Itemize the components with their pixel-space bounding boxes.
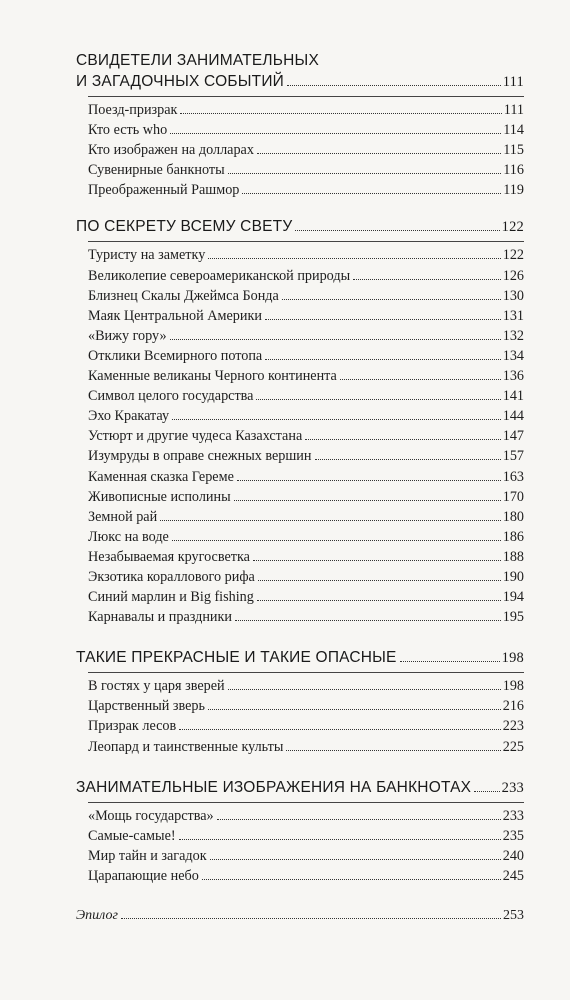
entry-title: Туристу на заметку xyxy=(88,247,206,264)
toc-entry xyxy=(88,467,524,487)
section-title: ЗАНИМАТЕЛЬНЫЕ ИЗОБРАЖЕНИЯ НА БАНКНОТАХ xyxy=(76,778,472,796)
dot-leader xyxy=(295,230,499,231)
dot-leader xyxy=(160,520,501,521)
toc-entry xyxy=(88,386,524,406)
toc-entry xyxy=(88,120,524,140)
entry-page: 188 xyxy=(502,548,524,565)
dot-leader xyxy=(210,859,501,860)
entry-title: Земной рай xyxy=(88,508,158,525)
entry-title: Сувенирные банкноты xyxy=(88,162,225,179)
dot-leader xyxy=(287,85,501,86)
entry-page: 163 xyxy=(502,468,524,485)
entry-page: 195 xyxy=(502,609,524,626)
section-items xyxy=(88,806,524,886)
section-divider xyxy=(88,241,524,242)
section-heading xyxy=(76,50,524,93)
section-heading xyxy=(76,216,524,238)
section-title-line1: СВИДЕТЕЛИ ЗАНИМАТЕЛЬНЫХ xyxy=(76,52,320,69)
entry-page: 235 xyxy=(502,827,524,844)
entry-page: 144 xyxy=(502,408,524,425)
epilog-page: 253 xyxy=(503,908,524,923)
dot-leader xyxy=(237,480,501,481)
section-divider xyxy=(88,802,524,803)
toc-entry xyxy=(88,245,524,265)
section-divider xyxy=(88,672,524,673)
dot-leader xyxy=(172,419,501,420)
entry-page: 170 xyxy=(502,488,524,505)
epilog-title: Эпилог xyxy=(76,908,118,923)
entry-title: Поезд-призрак xyxy=(88,102,178,118)
entry-page: 122 xyxy=(502,247,524,264)
toc-entry xyxy=(88,826,524,846)
toc-section-4 xyxy=(76,777,524,886)
entry-page: 216 xyxy=(502,698,524,715)
entry-title: Царственный зверь xyxy=(88,698,205,715)
toc-entry xyxy=(88,487,524,507)
toc-entry xyxy=(88,737,524,757)
entry-title: Кто изображен на долларах xyxy=(88,142,254,159)
dot-leader xyxy=(353,279,501,280)
toc-entry xyxy=(88,326,524,346)
toc-entry xyxy=(88,846,524,866)
toc-entry xyxy=(88,160,524,180)
toc-entry xyxy=(88,716,524,736)
dot-leader xyxy=(265,359,500,360)
dot-leader xyxy=(282,299,501,300)
section-page-number: 198 xyxy=(501,650,524,667)
entry-page: 114 xyxy=(503,122,524,139)
entry-title: В гостях у царя зверей xyxy=(88,678,225,695)
toc-entry xyxy=(88,587,524,607)
section-page-number: 111 xyxy=(502,74,524,90)
dot-leader xyxy=(172,540,501,541)
toc-entry xyxy=(88,806,524,826)
dot-leader xyxy=(217,819,501,820)
entry-page: 147 xyxy=(502,428,524,445)
dot-leader xyxy=(208,709,501,710)
section-divider xyxy=(88,96,524,97)
entry-title: Устюрт и другие чудеса Казахстана xyxy=(88,428,303,445)
entry-title: Великолепие североамериканской природы xyxy=(88,267,351,284)
dot-leader xyxy=(170,339,501,340)
entry-page: 190 xyxy=(502,568,524,585)
dot-leader xyxy=(257,600,501,601)
section-items xyxy=(88,676,524,756)
entry-title: Призрак лесов xyxy=(88,718,177,735)
section-items xyxy=(88,100,524,200)
toc-section-3 xyxy=(76,647,524,756)
toc-entry xyxy=(88,507,524,527)
entry-title: Живописные исполины xyxy=(88,488,231,505)
toc-entry xyxy=(88,346,524,366)
dot-leader xyxy=(170,133,501,134)
entry-title: Люкс на воде xyxy=(88,528,169,545)
toc-entry xyxy=(88,306,524,326)
entry-page: 194 xyxy=(502,589,524,606)
dot-leader xyxy=(180,113,501,114)
entry-title: Эхо Кракатау xyxy=(88,408,170,425)
entry-page: 240 xyxy=(502,847,524,864)
toc-entry xyxy=(88,676,524,696)
entry-page: 119 xyxy=(503,182,524,199)
entry-page: 111 xyxy=(503,102,524,118)
entry-title: Мир тайн и загадок xyxy=(88,847,207,864)
entry-title: «Мощь государства» xyxy=(88,807,214,824)
dot-leader xyxy=(340,379,501,380)
toc-entry xyxy=(88,266,524,286)
entry-title: Близнец Скалы Джеймса Бонда xyxy=(88,287,279,304)
entry-title: Преображенный Рашмор xyxy=(88,182,240,199)
toc-entry xyxy=(88,180,524,200)
entry-page: 116 xyxy=(503,162,524,179)
entry-title: Отклики Всемирного потопа xyxy=(88,347,263,364)
entry-title: Самые-самые! xyxy=(88,827,176,844)
entry-page: 136 xyxy=(502,368,524,385)
dot-leader xyxy=(253,560,501,561)
toc-entry xyxy=(88,366,524,386)
dot-leader xyxy=(315,459,501,460)
dot-leader xyxy=(179,839,501,840)
entry-page: 245 xyxy=(502,867,524,884)
dot-leader xyxy=(121,918,501,919)
entry-title: Незабываемая кругосветка xyxy=(88,548,250,565)
section-heading xyxy=(76,777,524,799)
toc-entry xyxy=(88,140,524,160)
entry-title: Синий марлин и Big fishing xyxy=(88,589,254,606)
toc-entry xyxy=(88,446,524,466)
toc-entry xyxy=(88,567,524,587)
entry-page: 223 xyxy=(502,718,524,735)
dot-leader xyxy=(257,153,501,154)
toc-entry xyxy=(88,286,524,306)
entry-page: 141 xyxy=(502,388,524,405)
entry-title: Изумруды в оправе снежных вершин xyxy=(88,448,312,465)
dot-leader xyxy=(286,750,500,751)
toc-entry xyxy=(88,406,524,426)
dot-leader xyxy=(208,258,500,259)
entry-title: Карнавалы и праздники xyxy=(88,609,233,626)
epilog-entry xyxy=(76,906,524,926)
toc-entry xyxy=(88,100,524,120)
entry-title: Маяк Центральной Америки xyxy=(88,307,262,324)
dot-leader xyxy=(474,791,499,792)
section-title: ПО СЕКРЕТУ ВСЕМУ СВЕТУ xyxy=(76,218,293,236)
dot-leader xyxy=(179,729,501,730)
section-page-number: 233 xyxy=(501,779,524,796)
toc-entry xyxy=(88,607,524,627)
entry-page: 115 xyxy=(503,142,524,159)
entry-title: Каменные великаны Черного континента xyxy=(88,368,337,385)
entry-page: 225 xyxy=(502,738,524,755)
entry-page: 186 xyxy=(502,528,524,545)
dot-leader xyxy=(235,620,501,621)
entry-title: Кто есть who xyxy=(88,122,168,139)
toc-entry xyxy=(88,866,524,886)
toc-entry xyxy=(88,547,524,567)
section-heading xyxy=(76,647,524,669)
entry-page: 132 xyxy=(502,327,524,344)
section-page-number: 122 xyxy=(501,219,524,236)
entry-page: 180 xyxy=(502,508,524,525)
entry-page: 134 xyxy=(502,347,524,364)
entry-page: 157 xyxy=(502,448,524,465)
dot-leader xyxy=(400,661,500,662)
entry-page: 198 xyxy=(502,678,524,695)
toc-section-1 xyxy=(76,50,524,200)
entry-title: Каменная сказка Гереме xyxy=(88,468,234,485)
dot-leader xyxy=(228,173,502,174)
entry-page: 131 xyxy=(502,307,524,324)
section-title: ТАКИЕ ПРЕКРАСНЫЕ И ТАКИЕ ОПАСНЫЕ xyxy=(76,649,397,667)
section-items xyxy=(88,245,524,627)
dot-leader xyxy=(242,193,501,194)
toc-entry xyxy=(88,527,524,547)
entry-title: Царапающие небо xyxy=(88,867,199,884)
dot-leader xyxy=(258,580,501,581)
table-of-contents xyxy=(76,50,524,926)
toc-entry xyxy=(88,426,524,446)
entry-page: 130 xyxy=(502,287,524,304)
dot-leader xyxy=(256,399,500,400)
dot-leader xyxy=(305,439,500,440)
entry-title: Символ целого государства xyxy=(88,388,254,405)
section-title-line2: И ЗАГАДОЧНЫХ СОБЫТИЙ xyxy=(76,73,285,90)
toc-section-2 xyxy=(76,216,524,627)
entry-title: «Вижу гору» xyxy=(88,327,167,344)
entry-title: Леопард и таинственные культы xyxy=(88,738,284,755)
dot-leader xyxy=(234,500,501,501)
entry-page: 126 xyxy=(502,267,524,284)
dot-leader xyxy=(265,319,501,320)
dot-leader xyxy=(228,689,501,690)
toc-entry xyxy=(88,696,524,716)
dot-leader xyxy=(202,879,501,880)
entry-page: 233 xyxy=(502,807,524,824)
entry-title: Экзотика кораллового рифа xyxy=(88,568,255,585)
